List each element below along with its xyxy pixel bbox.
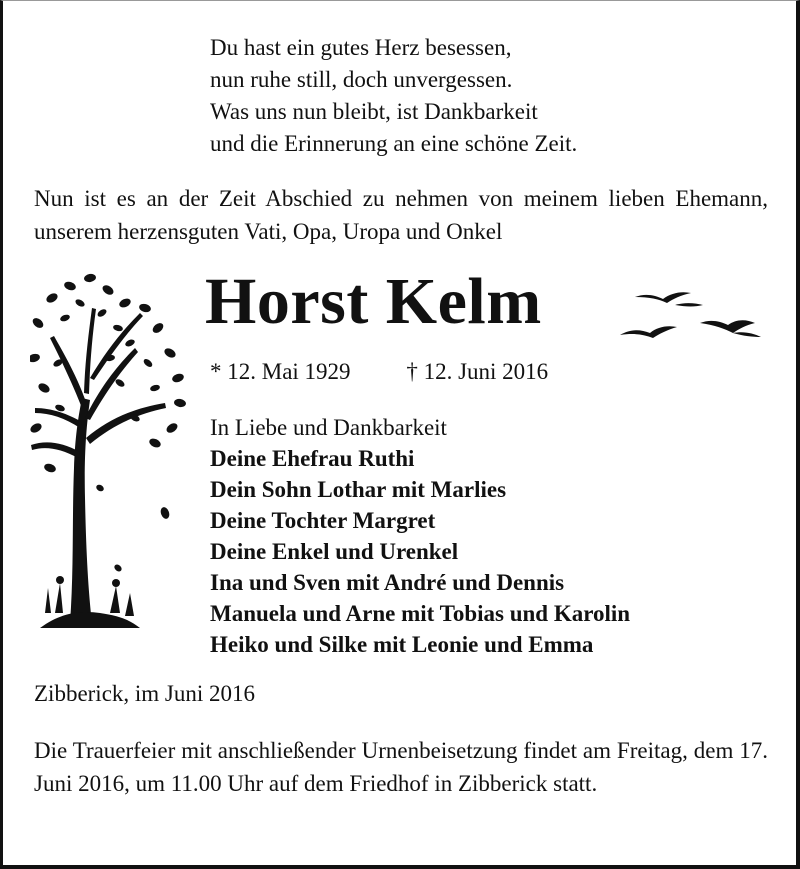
mourners-list <box>210 412 630 660</box>
birth-date: * 12. Mai 1929 <box>210 359 351 384</box>
mourner-entry: Dein Sohn Lothar mit Marlies <box>210 477 507 502</box>
poem <box>210 32 577 160</box>
deceased-name: Horst Kelm <box>205 265 542 338</box>
place-date: Zibberick, im Juni 2016 <box>34 681 256 706</box>
funeral-notice: Die Trauerfeier mit anschließender Urnenbeisetzung findet am Freitag, dem 17. Juni 2016, um 11.00 Uhr auf dem Friedhof in Zibberick statt. <box>34 738 768 796</box>
mourner-entry: Ina und Sven mit André und Dennis <box>210 570 565 595</box>
poem-line: nun ruhe still, doch unvergessen. <box>210 67 513 92</box>
death-date: † 12. Juni 2016 <box>406 359 549 384</box>
mourner-entry: Deine Tochter Margret <box>210 508 436 533</box>
tree-icon <box>30 268 190 648</box>
poem-line: Du hast ein gutes Herz besessen, <box>210 35 512 60</box>
intro-text: Nun ist es an der Zeit Abschied zu nehmen von meinem lieben Ehemann, unserem herzensguten Vati, Opa, Uropa und Onkel <box>34 186 768 244</box>
poem-line: Was uns nun bleibt, ist Dankbarkeit <box>210 99 538 124</box>
mourner-entry: Manuela und Arne mit Tobias und Karolin <box>210 601 631 626</box>
life-dates <box>210 356 548 388</box>
poem-line: und die Erinnerung an eine schöne Zeit. <box>210 131 578 156</box>
mourners-lead: In Liebe und Dankbarkeit <box>210 415 447 440</box>
mourner-entry: Deine Ehefrau Ruthi <box>210 446 415 471</box>
mourner-entry: Deine Enkel und Urenkel <box>210 539 459 564</box>
mourner-entry: Heiko und Silke mit Leonie und Emma <box>210 632 594 657</box>
birds-icon <box>615 285 765 350</box>
